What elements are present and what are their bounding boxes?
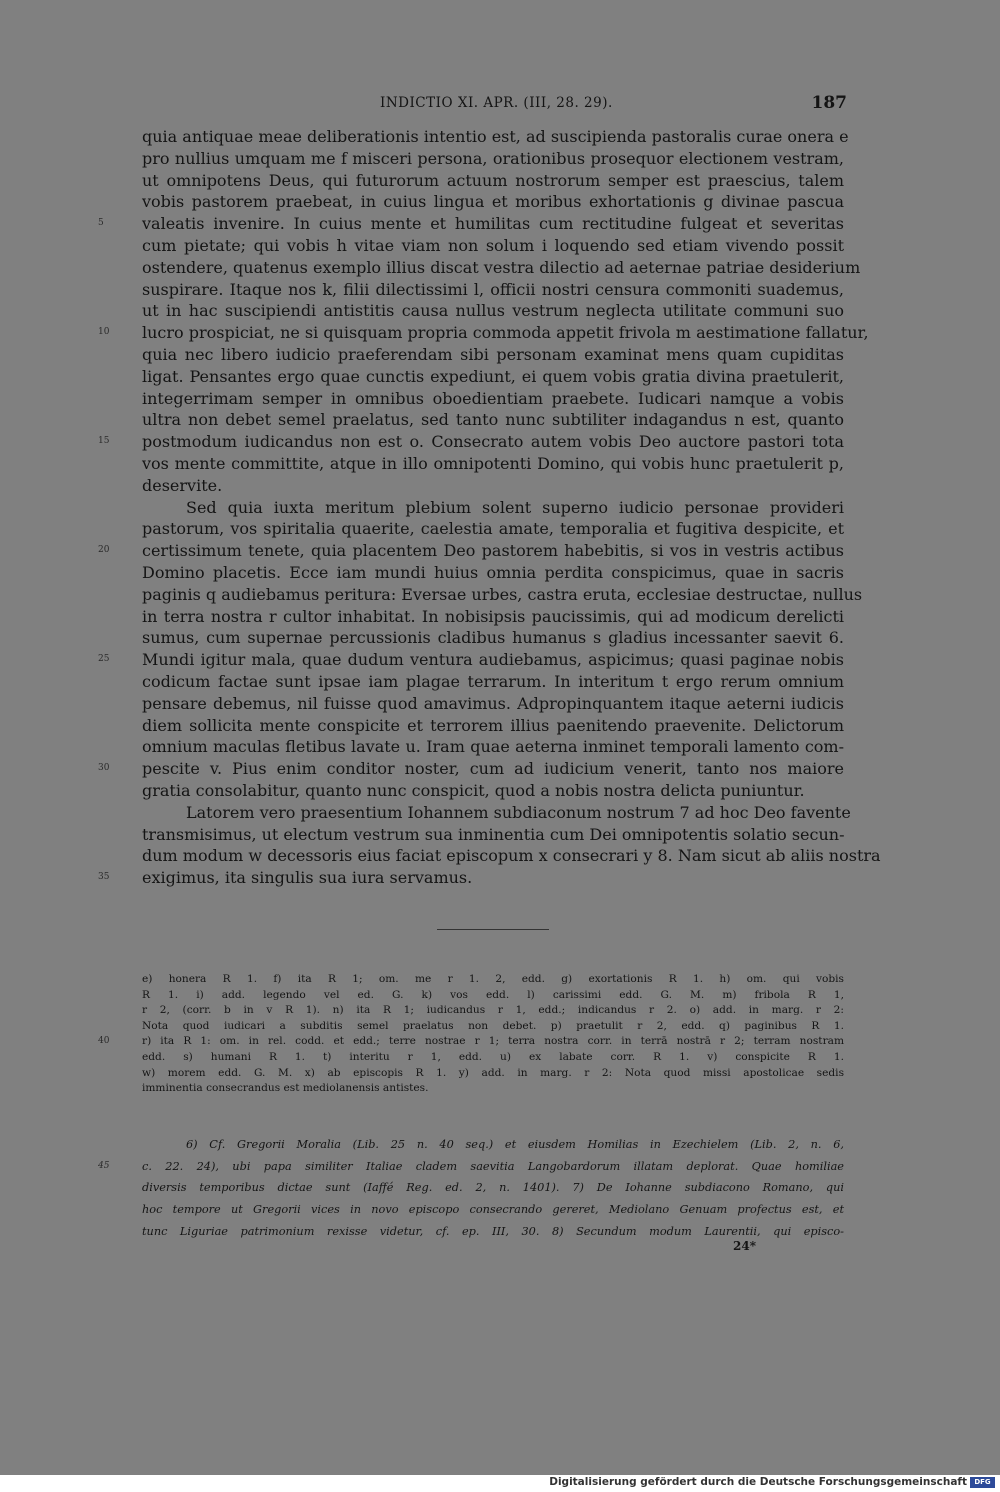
funding-notice: Digitalisierung gefördert durch die Deutsche Forschungsgemeinschaft	[549, 1476, 967, 1488]
line-text: w) morem edd. G. M. x) ab episcopis R 1. y) add. in marg. r 2: Nota quod missi apostolicae sedis	[142, 1066, 844, 1079]
line-text: pescite v. Pius enim conditor noster, cum ad iudicium venerit, tanto nos maiore	[142, 759, 844, 779]
line-text: ostendere, quatenus exemplo illius discat vestra dilectio ad aeternae patriae desiderium	[142, 257, 861, 277]
line-text: cum pietate; qui vobis h vitae viam non solum i loquendo sed etiam vivendo possit	[142, 235, 844, 255]
line-text: pensare debemus, nil fuisse quod amavimus. Adpropinquantem itaque aeterni iudicis	[142, 693, 844, 713]
line-text: vos mente committite, atque in illo omnipotenti Domino, qui vobis hunc praetulerit p,	[142, 453, 844, 473]
line-text: diversis temporibus dictae sunt (Iaffé Reg. ed. 2, n. 1401). 7) De Iohanne subdiacono Romano, qui	[142, 1181, 844, 1195]
text-line	[142, 453, 844, 475]
line-number: 30	[98, 763, 110, 774]
line-number: 40	[98, 1036, 110, 1047]
text-line	[142, 279, 844, 301]
line-text: Domino placetis. Ecce iam mundi huius omnia perdita conspicimus, quae in sacris	[142, 562, 844, 582]
running-title: INDICTIO XI. APR. (III, 28. 29).	[380, 95, 613, 111]
historical-notes	[98, 1134, 844, 1242]
footnote-line	[142, 1019, 844, 1035]
line-text: hoc tempore ut Gregorii vices in novo episcopo consecrando gereret, Mediolano Genuam profectus est, et	[142, 1203, 844, 1217]
text-line	[142, 475, 844, 497]
line-text: edd. s) humani R 1. t) interitu r 1, edd. u) ex labate corr. R 1. v) conspicite R 1.	[142, 1050, 844, 1063]
line-text: postmodum iudicandus non est o. Consecrato autem vobis Deo auctore pastori tota	[142, 432, 844, 452]
note-line	[98, 1156, 844, 1178]
line-text: vobis pastorem praebeat, in cuius lingua et moribus exhortationis g divinae pascua	[142, 192, 844, 212]
line-text: gratia consolabitur, quanto nunc conspicit, quod a nobis nostra delicta puniuntur.	[142, 780, 805, 800]
line-text: R 1. i) add. legendo vel ed. G. k) vos edd. l) carissimi edd. G. M. m) fribola R 1,	[142, 988, 844, 1001]
line-text: in terra nostra r cultor inhabitat. In nobisipsis paucissimis, qui ad modicum derelicti	[142, 606, 844, 626]
text-line	[142, 235, 844, 257]
line-text: r) ita R 1: om. in rel. codd. et edd.; terre nostrae r 1; terra nostra corr. in terrā nostrā r 2; terram nostram	[142, 1035, 844, 1048]
footnote-line	[142, 1081, 844, 1097]
line-text: dum modum w decessoris eius faciat episcopum x consecrari y 8. Nam sicut ab aliis nostra	[142, 846, 881, 866]
text-line	[142, 584, 863, 606]
text-line	[98, 213, 844, 235]
text-line	[142, 802, 851, 824]
footnote-line	[142, 988, 844, 1004]
text-line	[142, 126, 849, 148]
line-number: 35	[98, 872, 110, 883]
line-text: exigimus, ita singulis sua iura servamus.	[142, 868, 473, 888]
text-line	[98, 867, 844, 889]
line-text: 6) Cf. Gregorii Moralia (Lib. 25 n. 40 seq.) et eiusdem Homilias in Ezechielem (Lib. 2, n. 6,	[186, 1138, 844, 1151]
text-line	[98, 540, 844, 562]
text-line	[142, 606, 844, 628]
line-text: valeatis invenire. In cuius mente et humilitas cum rectitudine fulgeat et severitas	[142, 214, 844, 234]
text-line	[142, 388, 844, 410]
line-text: imminentia consecrandus est mediolanensis antistes.	[142, 1082, 429, 1095]
page-number: 187	[811, 93, 847, 113]
separator-rule	[437, 929, 549, 930]
text-line	[142, 845, 881, 867]
text-line	[142, 148, 844, 170]
line-text: certissimum tenete, quia placentem Deo pastorem habebitis, si vos in vestris actibus	[142, 541, 844, 561]
text-line	[142, 627, 844, 649]
text-line	[142, 780, 844, 802]
text-line	[142, 736, 844, 758]
line-text: Latorem vero praesentium Iohannem subdiaconum nostrum 7 ad hoc Deo favente	[186, 802, 851, 822]
line-text: ut in hac suscipiendi antistitis causa nullus vestrum neglecta utilitate communi suo	[142, 301, 844, 321]
text-line	[142, 562, 844, 584]
line-text: lucro prospiciat, ne si quisquam propria commoda appetit frivola m aestimatione fallatur,	[142, 323, 869, 343]
line-text: pastorum, vos spiritalia quaerite, caelestia amate, temporalia et fugitiva despicite, et	[142, 519, 844, 539]
text-line	[142, 518, 844, 540]
text-line	[142, 257, 861, 279]
line-number: 25	[98, 654, 110, 665]
line-text: paginis q audiebamus peritura: Eversae urbes, castra eruta, ecclesiae destructae, nullus	[142, 584, 863, 604]
line-text: quia nec libero iudicio praeferendam sibi personam examinat mens quam cupiditas	[142, 344, 844, 364]
text-line	[142, 300, 844, 322]
line-text: deservite.	[142, 475, 223, 495]
text-line	[142, 715, 844, 737]
text-line	[142, 170, 844, 192]
note-line	[142, 1177, 844, 1199]
line-text: Nota quod iudicari a subditis semel praelatus non debet. p) praetulit r 2, edd. q) paginibus R 1.	[142, 1019, 844, 1032]
line-text: sumus, cum supernae percussionis cladibus humanus s gladius incessanter saevit 6.	[142, 628, 844, 648]
text-line	[142, 693, 844, 715]
line-text: ultra non debet semel praelatus, sed tanto nunc subtiliter indagandus n est, quanto	[142, 410, 844, 430]
line-number: 5	[98, 218, 104, 229]
signature-mark: 24*	[733, 1239, 756, 1253]
text-line	[142, 497, 844, 519]
text-line	[142, 409, 844, 431]
text-line	[98, 322, 869, 344]
line-text: r 2, (corr. b in v R 1). n) ita R 1; iudicandus r 1, edd.; indicandus r 2. o) add. in marg. r 2:	[142, 1004, 844, 1017]
footer-bar	[0, 1475, 1000, 1492]
line-number: 20	[98, 545, 110, 556]
text-line	[142, 366, 844, 388]
footnote-line	[98, 1034, 844, 1050]
line-text: quia antiquae meae deliberationis intentio est, ad suscipienda pastoralis curae onera e	[142, 127, 849, 146]
line-text: e) honera R 1. f) ita R 1; om. me r 1. 2, edd. g) exortationis R 1. h) om. qui vobis	[142, 973, 844, 985]
critical-apparatus	[98, 972, 844, 1097]
line-number: 10	[98, 327, 110, 338]
running-header	[0, 95, 1000, 117]
footnote-line	[142, 1050, 844, 1066]
line-text: pro nullius umquam me f misceri persona, orationibus prosequor electionem vestram,	[142, 148, 844, 168]
text-line	[98, 431, 844, 453]
note-line	[142, 1199, 844, 1221]
text-line	[98, 758, 844, 780]
footnote-line	[142, 1066, 844, 1082]
text-line	[98, 649, 844, 671]
line-text: transmisimus, ut electum vestrum sua inminentia cum Dei omnipotentis solatio secun-	[142, 824, 845, 844]
footnote-line	[142, 972, 844, 988]
main-text	[98, 126, 881, 889]
line-number: 45	[98, 1160, 110, 1171]
dfg-logo: DFG	[970, 1477, 995, 1488]
text-line	[142, 824, 844, 846]
line-text: omnium maculas fletibus lavate u. Iram quae aeterna inminet temporali lamento com-	[142, 737, 844, 757]
line-text: codicum factae sunt ipsae iam plagae terrarum. In interitum t ergo rerum omnium	[142, 671, 844, 691]
line-text: integerrimam semper in omnibus oboedientiam praebete. Iudicari namque a vobis	[142, 388, 844, 408]
line-text: ut omnipotens Deus, qui futurorum actuum nostrorum semper est praescius, talem	[142, 170, 844, 190]
line-text: Mundi igitur mala, quae dudum ventura audiebamus, aspicimus; quasi paginae nobis	[142, 650, 844, 670]
line-text: Sed quia iuxta meritum plebium solent superno iudicio personae provideri	[186, 497, 844, 517]
line-text: tunc Liguriae patrimonium rexisse videtur, cf. ep. III, 30. 8) Secundum modum Laurentii, qui episco-	[142, 1224, 844, 1238]
line-text: c. 22. 24), ubi papa similiter Italiae cladem saevitia Langobardorum illatam deplorat. Quae homiliae	[142, 1159, 844, 1173]
note-line	[142, 1134, 844, 1156]
line-text: ligat. Pensantes ergo quae cunctis expediunt, ei quem vobis gratia divina praetulerit,	[142, 366, 844, 386]
text-line	[142, 344, 844, 366]
line-number: 15	[98, 436, 110, 447]
text-line	[142, 671, 844, 693]
line-text: diem sollicita mente conspicite et terrorem illius paenitendo praevenite. Delictorum	[142, 715, 844, 735]
line-text: suspirare. Itaque nos k, filii dilectissimi l, officii nostri censura commoniti suademus,	[142, 279, 844, 299]
text-line	[142, 191, 844, 213]
footnote-line	[142, 1003, 844, 1019]
